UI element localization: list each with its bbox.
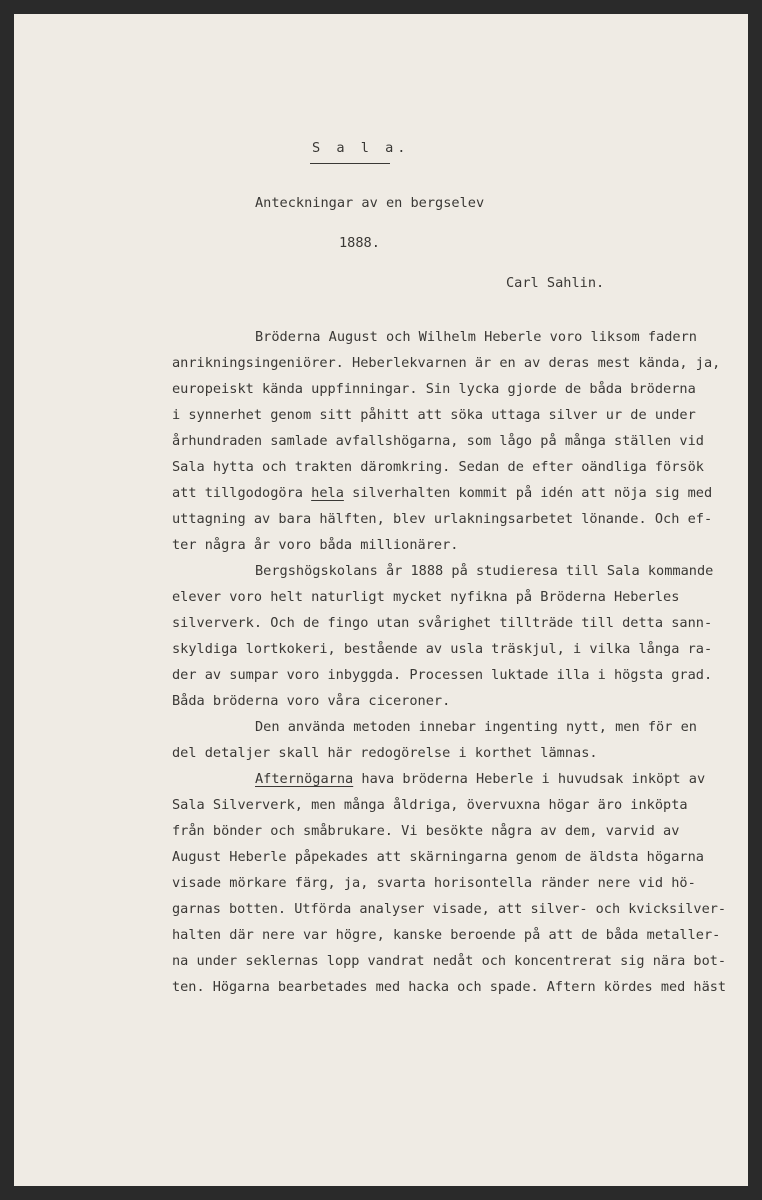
title-underline xyxy=(310,163,390,164)
text-line: garnas botten. Utförda analyser visade, att silver- och kvicksilver- xyxy=(172,901,727,917)
document-page xyxy=(14,14,748,1186)
text-line: silververk. Och de fingo utan svårighet tillträde till detta sann- xyxy=(172,615,713,631)
text-line: halten där nere var högre, kanske beroende på att de båda metaller- xyxy=(172,927,721,943)
underlined-word: Afternögarna xyxy=(255,771,354,787)
text-line: anrikningsingeniörer. Heberlekvarnen är en av deras mest kända, ja, xyxy=(172,355,721,371)
text-line: na under seklernas lopp vandrat nedåt och koncentrerat sig nära bot- xyxy=(172,953,727,969)
text-segment: hava bröderna Heberle i huvudsak inköpt av xyxy=(353,771,706,787)
text-line: Sala Silververk, men många åldriga, övervuxna högar äro inköpta xyxy=(172,797,688,813)
text-line: Sala hytta och trakten däromkring. Sedan de efter oändliga försök xyxy=(172,459,704,475)
text-segment: att tillgodogöra xyxy=(172,485,312,501)
text-line: del detaljer skall här redogörelse i korthet lämnas. xyxy=(172,745,598,761)
text-line: ter några år voro båda millionärer. xyxy=(172,537,459,553)
text-line: Bergshögskolans år 1888 på studieresa till Sala kommande xyxy=(255,563,714,579)
text-line: elever voro helt naturligt mycket nyfikna på Bröderna Heberles xyxy=(172,589,680,605)
text-line: århundraden samlade avfallshögarna, som lågo på många ställen vid xyxy=(172,433,704,449)
text-line: Bröderna August och Wilhelm Heberle voro liksom fadern xyxy=(255,329,697,345)
text-line: Båda bröderna voro våra ciceroner. xyxy=(172,693,451,709)
text-line: visade mörkare färg, ja, svarta horisontella ränder nere vid hö- xyxy=(172,875,696,891)
document-year: 1888. xyxy=(339,235,380,251)
text-line: August Heberle påpekades att skärningarna genom de äldsta högarna xyxy=(172,849,704,865)
document-author: Carl Sahlin. xyxy=(506,275,605,291)
text-line xyxy=(255,771,705,787)
document-subtitle: Anteckningar av en bergselev xyxy=(255,195,485,211)
text-line: uttagning av bara hälften, blev urlakningsarbetet lönande. Och ef- xyxy=(172,511,713,527)
text-line: der av sumpar voro inbyggda. Processen luktade illa i högsta grad. xyxy=(172,667,713,683)
text-segment: silverhalten kommit på idén att nöja sig med xyxy=(343,485,713,501)
text-line: skyldiga lortkokeri, bestående av usla träskjul, i vilka långa ra- xyxy=(172,641,713,657)
text-line: ten. Högarna bearbetades med hacka och spade. Aftern kördes med häst xyxy=(172,979,727,995)
text-line: Den använda metoden innebar ingenting nytt, men för en xyxy=(255,719,697,735)
underlined-word: hela xyxy=(311,485,344,501)
text-line: i synnerhet genom sitt påhitt att söka uttaga silver ur de under xyxy=(172,407,696,423)
text-line: europeiskt kända uppfinningar. Sin lycka gjorde de båda bröderna xyxy=(172,381,696,397)
text-line: från bönder och småbrukare. Vi besökte några av dem, varvid av xyxy=(172,823,680,839)
document-title: S a l a. xyxy=(312,140,410,156)
text-line xyxy=(172,485,712,501)
